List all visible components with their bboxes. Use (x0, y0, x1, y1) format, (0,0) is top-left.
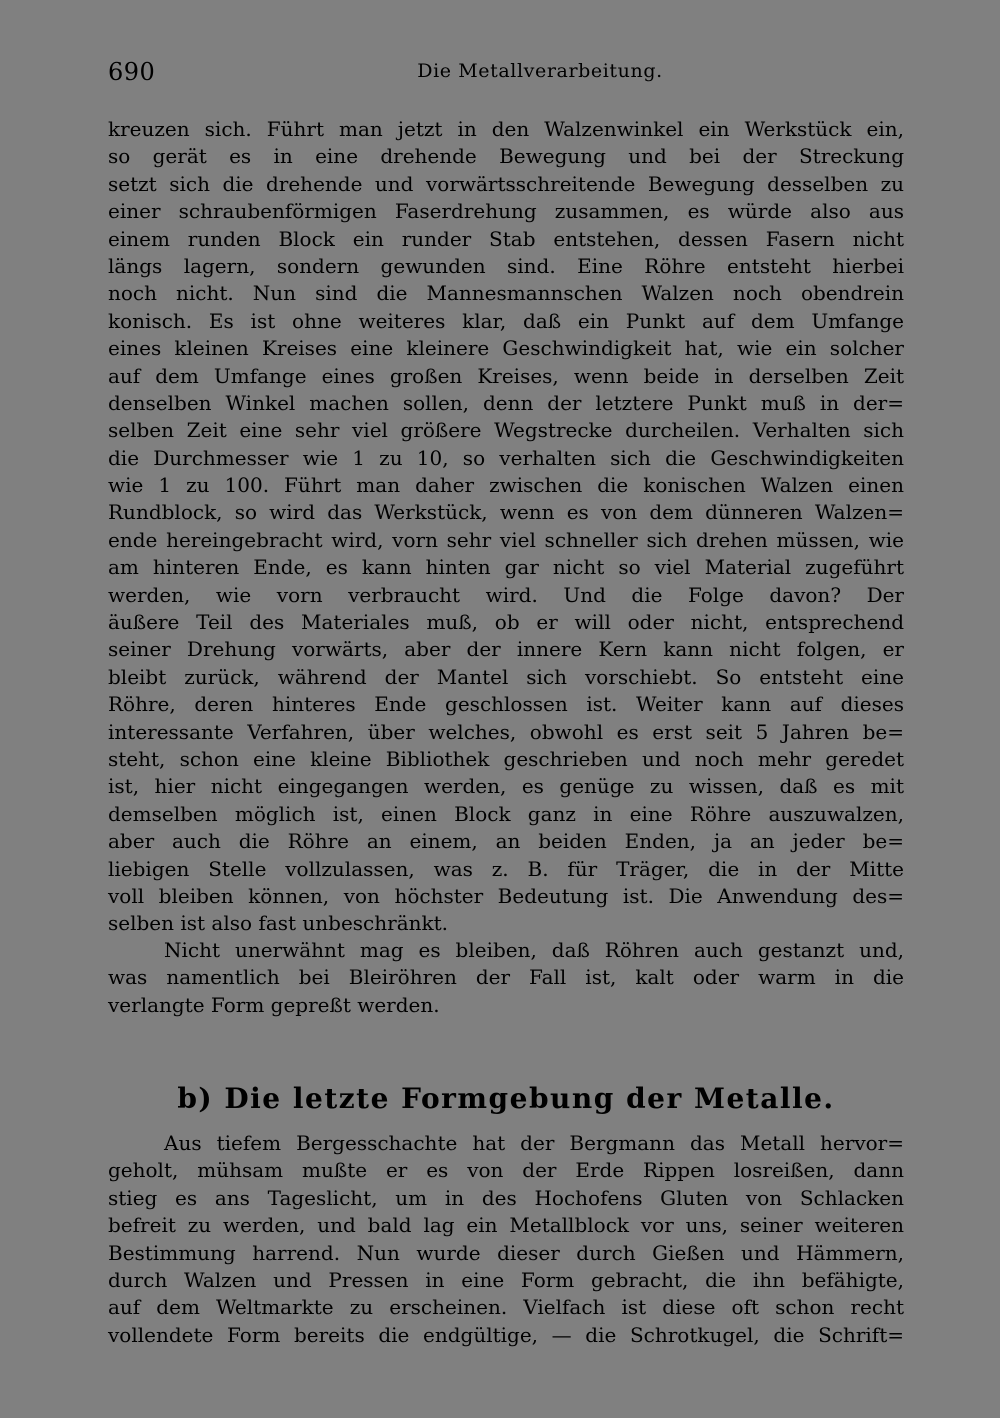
text-line: die Durchmesser wie 1 zu 10, so verhalten sich die Geschwindigkeiten (108, 445, 904, 470)
text-line: was namentlich bei Bleiröhren der Fall ist, kalt oder warm in die (108, 965, 904, 990)
paragraph-3 (108, 1130, 904, 1349)
text-line: selben ist also fast unbeschränkt. (108, 911, 449, 936)
text-line: demselben möglich ist, einen Block ganz in eine Röhre auszuwalzen, (108, 801, 904, 826)
paragraph-1 (108, 116, 904, 938)
text-line: liebigen Stelle vollzulassen, was z. B. für Träger, die in der Mitte (108, 856, 904, 881)
text-line: interessante Verfahren, über welches, obwohl es erst seit 5 Jahren be= (108, 719, 904, 744)
text-line: denselben Winkel machen sollen, denn der letztere Punkt muß in der= (108, 390, 904, 415)
text-line: Bestimmung harrend. Nun wurde dieser durch Gießen und Hämmern, (108, 1240, 904, 1265)
text-line: Aus tiefem Bergesschachte hat der Bergmann das Metall hervor= (164, 1131, 904, 1155)
page-header (108, 58, 904, 90)
text-line: wie 1 zu 100. Führt man daher zwischen die konischen Walzen einen (108, 473, 904, 498)
text-line: selben Zeit eine sehr viel größere Wegstrecke durcheilen. Verhalten sich (108, 418, 904, 443)
text-line: setzt sich die drehende und vorwärtsschreitende Bewegung desselben zu (108, 171, 904, 196)
text-line: steht, schon eine kleine Bibliothek geschrieben und noch mehr geredet (108, 746, 904, 771)
text-line: längs lagern, sondern gewunden sind. Eine Röhre entsteht hierbei (108, 253, 904, 278)
section-heading: b) Die letzte Formgebung der Metalle. (177, 1082, 835, 1115)
text-line: geholt, mühsam mußte er es von der Erde Rippen losreißen, dann (108, 1158, 904, 1183)
text-line: Röhre, deren hinteres Ende geschlossen ist. Weiter kann auf dieses (108, 692, 904, 717)
text-line: Nicht unerwähnt mag es bleiben, daß Röhren auch gestanzt und, (164, 938, 904, 962)
text-line: durch Walzen und Pressen in eine Form gebracht, die ihn befähigte, (108, 1267, 904, 1292)
text-line: auf dem Umfange eines großen Kreises, wenn beide in derselben Zeit (108, 363, 904, 388)
text-line: voll bleiben können, von höchster Bedeutung ist. Die Anwendung des= (108, 883, 904, 908)
text-line: noch nicht. Nun sind die Mannesmannschen Walzen noch obendrein (108, 281, 904, 306)
text-line: eines kleinen Kreises eine kleinere Geschwindigkeit hat, wie ein solcher (108, 336, 904, 361)
text-line: aber auch die Röhre an einem, an beiden Enden, ja an jeder be= (108, 829, 904, 854)
text-line: werden, wie vorn verbraucht wird. Und die Folge davon? Der (108, 582, 904, 607)
paragraph-2 (108, 937, 904, 1019)
text-line: verlangte Form gepreßt werden. (108, 992, 440, 1017)
text-line: ende hereingebracht wird, vorn sehr viel schneller sich drehen müssen, wie (108, 527, 904, 552)
text-line: bleibt zurück, während der Mantel sich vorschiebt. So entsteht eine (108, 664, 904, 689)
text-line: befreit zu werden, und bald lag ein Metallblock vor uns, seiner weiteren (108, 1213, 904, 1238)
text-line: einer schraubenförmigen Faserdrehung zusammen, es würde also aus (108, 199, 904, 224)
text-line: kreuzen sich. Führt man jetzt in den Walzenwinkel ein Werkstück ein, (108, 117, 904, 141)
text-line: Rundblock, so wird das Werkstück, wenn es von dem dünneren Walzen= (108, 500, 904, 525)
text-line: seiner Drehung vorwärts, aber der innere Kern kann nicht folgen, er (108, 637, 904, 662)
text-line: auf dem Weltmarkte zu erscheinen. Vielfach ist diese oft schon recht (108, 1295, 904, 1320)
text-line: stieg es ans Tageslicht, um in des Hochofens Gluten von Schlacken (108, 1185, 904, 1210)
text-line: konisch. Es ist ohne weiteres klar, daß ein Punkt auf dem Umfange (108, 308, 904, 333)
text-line: vollendete Form bereits die endgültige, — die Schrotkugel, die Schrift= (108, 1322, 904, 1347)
page-number: 690 (108, 58, 156, 86)
text-line: am hinteren Ende, es kann hinten gar nicht so viel Material zugeführt (108, 555, 904, 580)
running-head: Die Metallverarbeitung. (417, 60, 663, 82)
text-line: ist, hier nicht eingegangen werden, es genüge zu wissen, daß es mit (108, 774, 904, 799)
text-line: so gerät es in eine drehende Bewegung und bei der Streckung (108, 144, 904, 169)
text-line: einem runden Block ein runder Stab entstehen, dessen Fasern nicht (108, 226, 904, 251)
text-line: äußere Teil des Materiales muß, ob er will oder nicht, entsprechend (108, 610, 904, 635)
